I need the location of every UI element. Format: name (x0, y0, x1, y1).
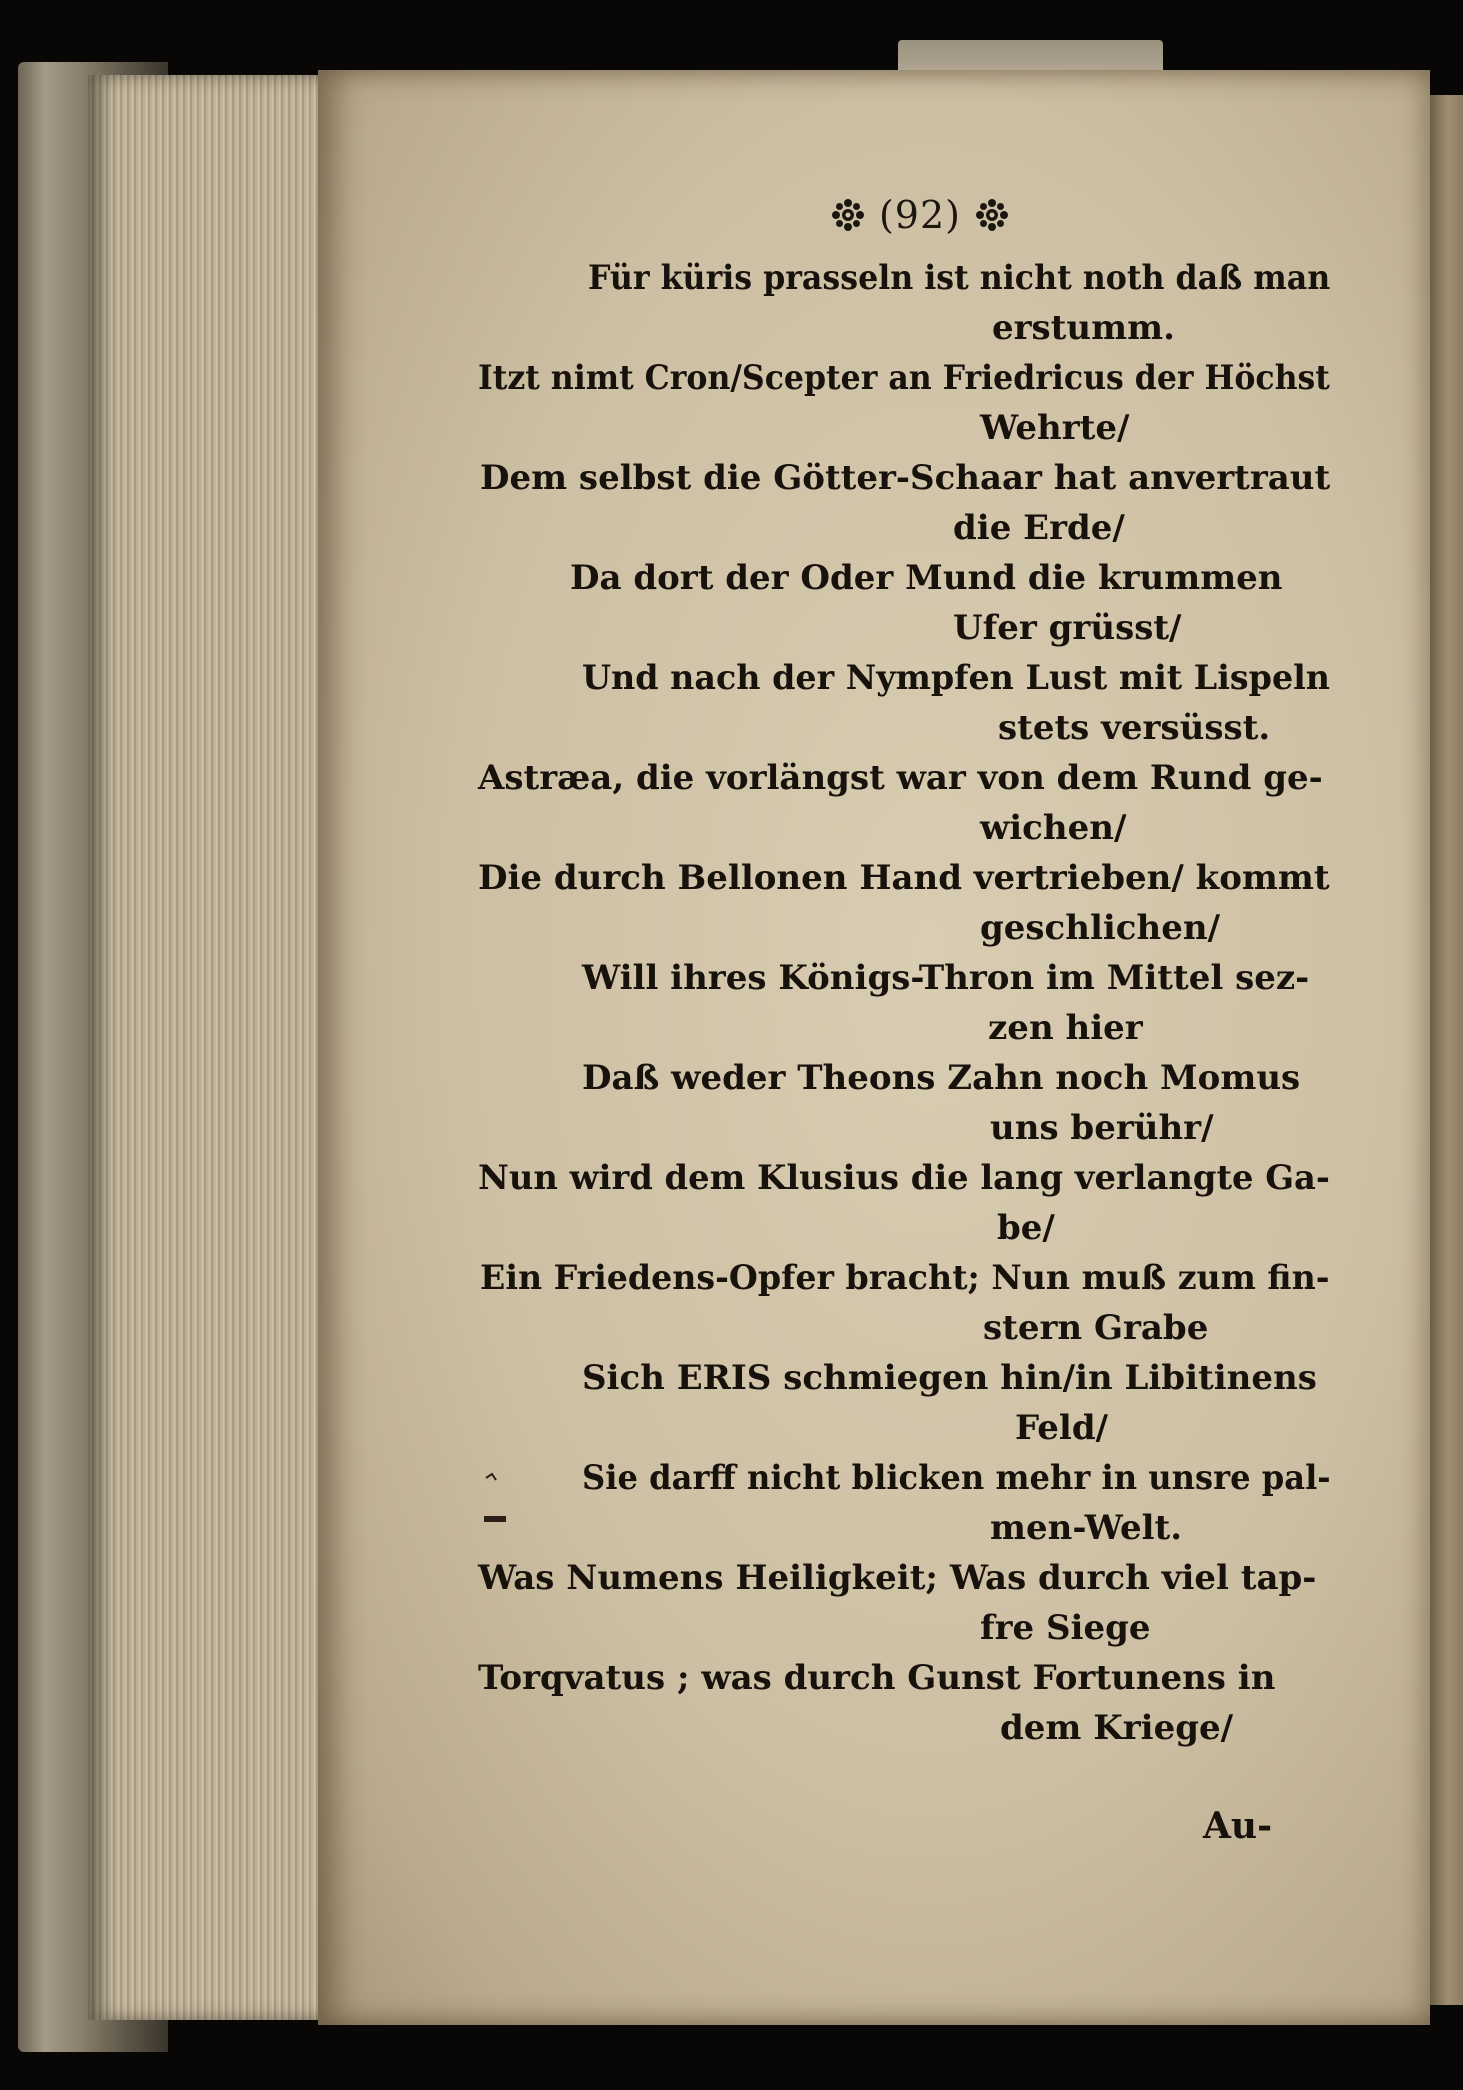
page-number: (92) (878, 193, 961, 237)
page-edges (88, 75, 338, 2020)
poem-line: Dem selbst die Götter-Schaar hat anvertraut (480, 458, 1331, 498)
poem-line: zen hier (988, 1008, 1143, 1048)
poem-line: Feld/ (1015, 1408, 1109, 1448)
poem-line: geschlichen/ (980, 908, 1220, 948)
poem-line: stets versüsst. (998, 708, 1271, 748)
poem-line: Daß weder Theons Zahn noch Momus (582, 1058, 1301, 1098)
poem-line: erstumm. (992, 308, 1175, 348)
poem-line: dem Kriege/ (1000, 1708, 1234, 1748)
poem-line: Torqvatus ; was durch Gunst Fortunens in (478, 1658, 1276, 1698)
poem-line: stern Grabe (983, 1308, 1209, 1348)
poem-line: Die durch Bellonen Hand vertrieben/ kommt (478, 858, 1330, 898)
poem-line: fre Siege (980, 1608, 1151, 1648)
poem-line: Itzt nimt Cron/Scepter an Friedricus der Höchst (478, 358, 1330, 398)
poem-line: Nun wird dem Klusius die lang verlangte Ga- (478, 1158, 1330, 1198)
poem-line: Und nach der Nympfen Lust mit Lispeln (582, 658, 1331, 698)
poem-line: die Erde/ (953, 508, 1125, 548)
poem-line: Ufer grüsst/ (953, 608, 1182, 648)
poem-line: Wehrte/ (980, 408, 1130, 448)
poem-line: be/ (997, 1208, 1055, 1248)
poem-line: men-Welt. (990, 1508, 1183, 1548)
poem-line: Astræa, die vorlängst war von dem Rund ge- (478, 758, 1323, 798)
page-header (790, 190, 1050, 240)
poem-line: Sie darff nicht blicken mehr in unsre pal- (582, 1458, 1331, 1498)
poem-line: Da dort der Oder Mund die krummen (570, 558, 1283, 598)
fleuron-ornament-icon (831, 198, 865, 232)
catchword: Au- (1203, 1805, 1273, 1847)
facing-page-edge (1430, 95, 1463, 2005)
poem-line: Für küris prasseln ist nicht noth daß man (588, 258, 1331, 298)
margin-pen-mark (482, 1470, 510, 1530)
poem-line: Sich ERIS schmiegen hin/in Libitinens (582, 1358, 1317, 1398)
poem-line: Will ihres Königs-Thron im Mittel sez- (582, 958, 1310, 998)
fleuron-ornament-icon (975, 198, 1009, 232)
poem-line: Ein Friedens-Opfer bracht; Nun muß zum fin- (480, 1258, 1330, 1298)
poem-line: wichen/ (980, 808, 1127, 848)
poem-line: uns berühr/ (990, 1108, 1214, 1148)
poem-line: Was Numens Heiligkeit; Was durch viel tap- (478, 1558, 1317, 1598)
